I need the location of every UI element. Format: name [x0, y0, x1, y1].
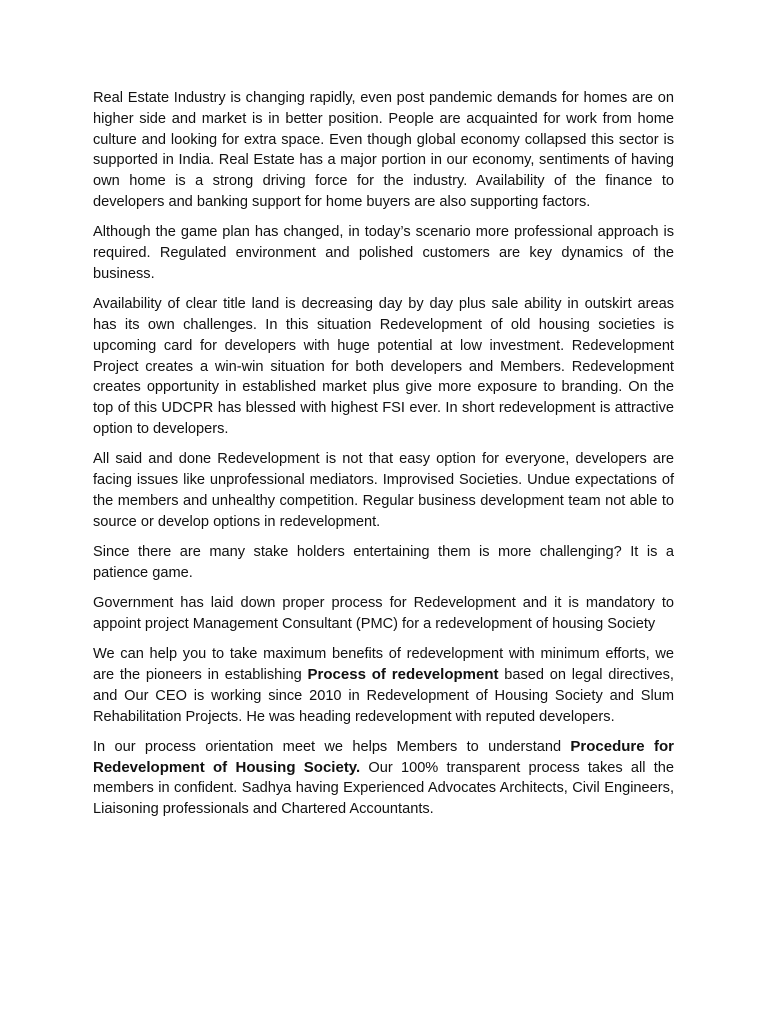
bold-phrase: Procedure for Redevelopment of Housing Society.	[93, 737, 674, 776]
paragraph: Availability of clear title land is decreasing day by day plus sale ability in outskirt areas has its own challenges. In this situation Redevelopment of old housing societies is upcoming card for developers with huge potential at low investment. Redevelopment Project creates a win-win situation for both developers and Members. Redevelopment creates opportunity in established market plus give more exposure to branding. On the top of this UDCPR has blessed with highest FSI ever. In short redevelopment is attractive option to developers.	[93, 296, 674, 437]
paragraph: All said and done Redevelopment is not that easy option for everyone, developers are facing issues like unprofessional mediators. Improvised Societies. Undue expectations of the members and unhealthy competition. Regular business development team not able to source or develop options in redevelopment.	[93, 451, 674, 530]
paragraph: Government has laid down proper process for Redevelopment and it is mandatory to appoint project Management Consultant (PMC) for a redevelopment of housing Society	[93, 595, 674, 632]
paragraph-text: based on legal directives, and Our CEO is working since 2010 in Redevelopment of Housing Society and Slum Rehabilitation Projects. He was heading redevelopment with reputed developers.	[93, 666, 674, 725]
paragraph: Although the game plan has changed, in today’s scenario more professional approach is required. Regulated environment and polished customers are key dynamics of the business.	[93, 224, 674, 282]
paragraph	[93, 644, 674, 727]
paragraph: Real Estate Industry is changing rapidly, even post pandemic demands for homes are on higher side and market is in better position. People are acquainted for work from home culture and looking for extra space. Even though global economy collapsed this sector is supported in India. Real Estate has a major portion in our economy, sentiments of having own home is a strong driving force for the industry. Availability of the finance to developers and banking support for home buyers are also supporting factors.	[93, 90, 674, 210]
paragraph-text: In our process orientation meet we helps Members to understand	[93, 738, 571, 755]
paragraph-text: We can help you to take maximum benefits of redevelopment with minimum efforts, we are the pioneers in establishing	[93, 646, 674, 683]
paragraph: Since there are many stake holders entertaining them is more challenging? It is a patience game.	[93, 543, 674, 581]
document-page	[93, 88, 674, 830]
bold-phrase: Process of redevelopment	[307, 665, 499, 683]
paragraph	[93, 737, 674, 820]
paragraph-text: Our 100% transparent process takes all the members in confident. Sadhya having Experienced Advocates Architects, Civil Engineers, Liaisoning professionals and Chartered Accountants.	[93, 759, 674, 818]
